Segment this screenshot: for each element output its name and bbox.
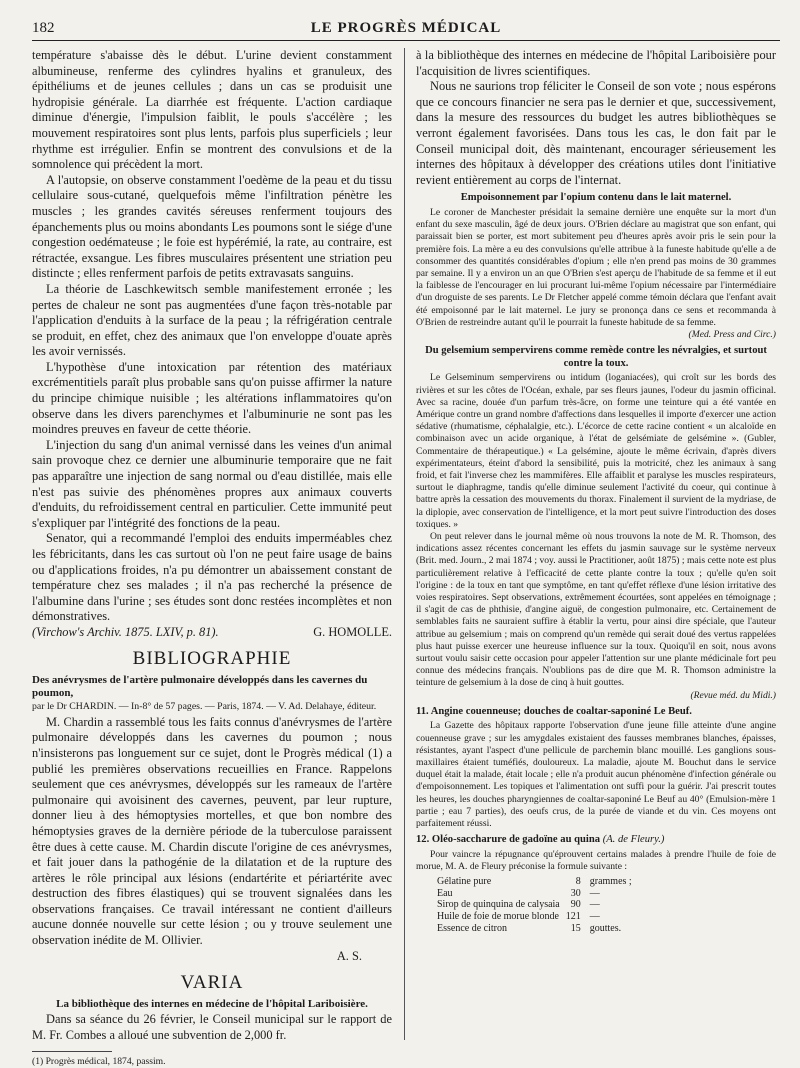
article-title: Du gelsemium sempervirens comme remède contre les névralgies, et surtout contre la toux. [425,345,767,369]
paragraph: Nous ne saurions trop féliciter le Conseil de son vote ; nous espérons que ce concours financier ne sera pas le dernier et que, successivement, dans la mesure des ressources du budget les autres bibliothèques se verront également favorisées. Dans tous les cas, le don fait par le Conseil municipal doit, dès maintenant, encourager sérieusement les internes des hôpitaux à développer des créations utiles dont l'initiative revient entièrement au corps de l'internat. [416,79,776,187]
paragraph: à la bibliothèque des internes en médecine de l'hôpital Lariboisière pour l'acquisition de livres scientifiques. [416,48,776,78]
paragraph: Le Gelseminum sempervirens ou intidum (loganiacées), qui croît sur les bords des rivières et sur les côtes de l'Océan, exhale, par ses fleurs jaunes, l'odeur du jasmin officinal. Avec sa racine, douée d'un parfum très-âcre, on forme une teinture qui a été vantée en Amérique contre un grand nombre d'affections dans lesquelles il importe d'exercer une action sédative (rhumatisme, céphalalgie, etc.). L'écorce de cette racine contient « un alcaloïde en combinaison avec un acide organique, à l'état de gelsémiate de gelsémine ». (Gubler, Commentaire de thérapeutique.) « La gelsémine, ajoute le même écrivain, d'après divers expérimentateurs, éteint d'abord la sensibilité, puis la motricité, chez les animaux à sang froid, et fait l'inverse chez les mammifères. Elle affaiblit et paralyse les muscles respirateurs, surtout le diaphragme, tandis qu'elle diminue seulement l'activité du coeur, qui continue à battre après la cessation des mouvements du thorax. Finalement il survient de la mydriase, de la diplopie, avec conservation de l'intelligence, et la mort peut suivre l'introduction des doses toxiques. » [416,372,776,530]
journal-title: LE PROGRÈS MÉDICAL [310,20,502,36]
formula-row: Gélatine pure 8 grammes ; [437,876,632,888]
page-number: 182 [32,20,55,36]
paragraph: Dans sa séance du 26 février, le Conseil municipal sur le rapport de M. Fr. Combes a alloué une subvention de 2,000 fr. [32,1012,392,1042]
paragraph: température s'abaisse dès le début. L'urine devient constamment albumineuse, renferme des cylindres hyalins et granuleux, des épithéliums et de jeunes cellules ; dans un cas se produisit une hydropisie générale. La diarrhée est fréquente. L'action cardiaque diminue d'énergie, l'impulsion faiblit, le pouls s'accélère ; les mouvement respiratoires sont plus lents, parfois plus superficiels ; leur rhythme est irrégulier. Enfin se montrent des convulsions et de la somnolence qui précèdent la mort. [32,48,392,172]
page [32,18,780,1068]
review-text: M. Chardin a rassemblé tous les faits connus d'anévrysmes de l'artère pulmonaire développés dans les cavernes du poumon ; nous n'insisterons pas longuement sur ce sujet, dont le Progrès médical (1) a publié les premières observations recueillies en France. Rappelons seulement que ces anévrysmes, développés sur les rameaux de l'artère pulmonaire qui avoisinent des cavernes, peuvent, par leur rupture, donner lieu à des hémoptysies mortelles, et que bon nombre des hémoptysies graves de la dernière période de la tuberculose paraissent être dues à cette cause. M. Chardin discute l'origine de ces anévrysmes, et fait jouer dans la pathogénie de la dilatation et de la rupture des artères le rôle principal aux lésions (endartérite et périartérite avec destruction des fibres élastiques) qui se trouvent signalées dans les observations françaises. Ce travail intéressant ne contient d'ailleurs aucune donnée nouvelle sur cette lésion ; ou y trouve seulement une observation inédite de M. Ollivier. [32,714,392,948]
right-column [416,48,776,1048]
book-details: par le Dr CHARDIN. — In-8° de 57 pages. — Paris, 1874. — V. Ad. Delahaye, éditeur. [32,700,377,712]
columns [32,48,780,1068]
author: A. S. [336,948,362,963]
formula-table [434,876,635,934]
article-title: La bibliothèque des internes en médecine de l'hôpital Lariboisière. [56,998,368,1011]
article-title: Empoisonnement par l'opium contenu dans le lait maternel. [460,192,732,204]
formula-row: Huile de foie de morue blonde 121 — [437,911,600,923]
column-divider [404,48,405,1040]
paragraph: Senator, qui a recommandé l'emploi des enduits imperméables chez les fébricitants, dans les cas surtout où l'on ne peut faire usage de bains ou d'applications froides, n'a pu démontrer un abaissement constant de température chez ses malades ; il n'a pas recherché la présence de l'albumine dans l'urine ; ses études sont donc restées incomplètes et non démonstratives. [32,531,392,624]
article-title: 12. Oléo-saccharure de gadoïne au quina (A. de Fleury.) [416,834,665,846]
source-citation: (Revue méd. du Midi.) [690,689,776,701]
review-signature [32,949,392,965]
paragraph: On peut relever dans le journal même où nous trouvons la note de M. R. Thomson, des indications assez récentes concernant les effets du jasmin sauvage sur le système nerveux (Brit. med. Journ., 2 mai 1874 ; voy. aussi le Practitioner, août 1875) ; mais cette note est plus particulièrement relative à l'efficacité de cette plante contre la toux ; qu'elle qu'en soit l'origine : de la toux en tant que symptôme, en tant qu'effet réflexe d'une lésion irritative des voies respiratoires. Sept observations, extrêmement écourtées, sont appelées en témoignage ; il s'agit de cas de phthisie, d'angine aiguë, de congestion pulmonaire, etc. Certainement de semblables faits ne sauraient suffire à établir la vertu, pour ainsi dire spéciale, que l'auteur attribue au gelsemium ; mais on comprend qu'un remède qui serait doué des vertus rappelées plus haut puisse exercer une heureuse influence sur la toux. Quoiqu'il en soit, nous avons surtout voulu saisir cette occasion pour appeler l'attention sur une plante médicinale fort peu connue des médecins français. N'oublions pas de dire que M. R. Thomson administre la teinture de gelsemium à la dose de cinq à huit gouttes. [416,531,776,689]
footnote: (1) Progrès médical, 1874, passim. [32,1056,166,1068]
page-header [32,18,780,41]
paragraph: L'hypothèse d'une intoxication par rétention des matériaux excrémentitiels paraît plus probable sans qu'on puisse affirmer la nature du principe chimique nuisible ; les altérations inflammatoires qu'on observe dans les divers parenchymes et l'albuminurie ne sont pas les moindres preuves en faveur de cette théorie. [32,359,392,437]
paragraph: La Gazette des hôpitaux rapporte l'observation d'une jeune fille atteinte d'une angine couenneuse grave ; sur les amygdales existaient des fausses membranes blanches, épaisses, résistantes, ayant l'aspect d'une pellicule de parchemin blanc mouillé. Les ganglions sous-maxillaires étaient tuméfiés, douloureux. La maladie, ajoute M. Bouchut dans le service duquel était la malade, était locale ; elle n'a produit aucun phénomène d'infection générale ou d'empoisonnement. Les topiques et l'alimentation ont suffi pour la guérir. J'ai prescrit toutes les heures, les douches pharyngiennes de coaltar-saponiné Le Beuf au 40° (Emulsion-mère 1 partie ; eau 7 parties), des oeufs crus, de la purée de viande et du vin. Ces moyens ont parfaitement réussi. [416,720,776,830]
formula-row: Essence de citron 15 gouttes. [437,922,622,934]
source-citation: (Med. Press and Circ.) [688,328,776,340]
author: G. HOMOLLE. [313,624,392,639]
left-column [32,48,392,1068]
source-citation: (Virchow's Archiv. 1875. LXIV, p. 81). [32,624,219,639]
footnote-divider [32,1051,112,1052]
paragraph: La théorie de Laschkewitsch semble manifestement erronée ; les pertes de chaleur ne sont pas augmentées d'une façon très-notable par l'application d'enduits à la surface de la peau ; la réfrigération centrale se produit, en effet, chez des animaux que l'on enveloppe d'ouate après les avoir vernissés. [32,281,392,359]
source-citation: (A. de Fleury.) [602,834,665,846]
paragraph: Le coroner de Manchester présidait la semaine dernière une enquête sur la mort d'un enfant du sexe masculin, âgé de deux jours. O'Brien déclare au magistrat que son enfant, qui paraissait bien se porter, est mort subitement peu d'heures après avoir pris le sein pour la première fois. La mère a eu des convulsions qu'elle attribue à la funeste habitude qu'elle a de consommer des quantités considérables d'opium ; elle n'en prend pas moins de 30 grammes par semaine. Il y a environ un an que O'Brien s'est aperçu de l'habitude de sa femme et il eut la faiblesse de l'encourager en lui procurant lui-même l'opium nécessaire par l'intermédiaire d'un droguiste de ses parents. Le Dr Fletcher appelé comme témoin déclara que l'enfant avait été empoisonné par le lait maternel. Le jury se prononça dans ce sens et recommanda à O'Brien de restreindre autant qu'il le pourrait la funeste habitude de sa femme. [416,206,776,328]
book-title: Des anévrysmes de l'artère pulmonaire développés dans les cavernes du poumon, [32,673,368,699]
paragraph: Pour vaincre la répugnance qu'éprouvent certains malades à prendre l'huile de foie de morue, M. A. de Fleury préconise la formule suivante : [416,848,776,873]
formula-row: Sirop de quinquina de calysaia 90 — [437,899,600,911]
article-title: 11. Angine couenneuse; douches de coaltar-saponiné Le Beuf. [416,705,692,717]
paragraph: L'injection du sang d'un animal vernissé dans les veines d'un animal sain provoque chez ce dernier une albuminurie temporaire que ne fait pas apparaître une injection de sang normal ou d'eau distillée, mais elle n'est pas suivie des phénomènes propres aux animaux couverts d'enduits, du refroidissement central en particulier. Cette immunité peut s'expliquer par l'intégrité des fonctions de la peau. [32,437,392,530]
article-signature [32,625,392,641]
paragraph: A l'autopsie, on observe constamment l'oedème de la peau et du tissu cellulaire sous-cutané, quelquefois même l'infiltration pénètre les muscles ; les grandes cavités séreuses renferment toujours des épanchements plus ou moins abondants Les poumons sont le siége d'une congestion oedémateuse ; le foie est hypérémié, la rate, au contraire, est rétractée, exsangue. Les fibres musculaires présentent une striation peu distincte ; elles renferment parfois de petits extravasats sanguins. [32,172,392,281]
formula-row: Eau 30 — [437,887,600,899]
section-heading-bibliographie: BIBLIOGRAPHIE [132,647,292,669]
section-heading-varia: VARIA [180,972,244,994]
